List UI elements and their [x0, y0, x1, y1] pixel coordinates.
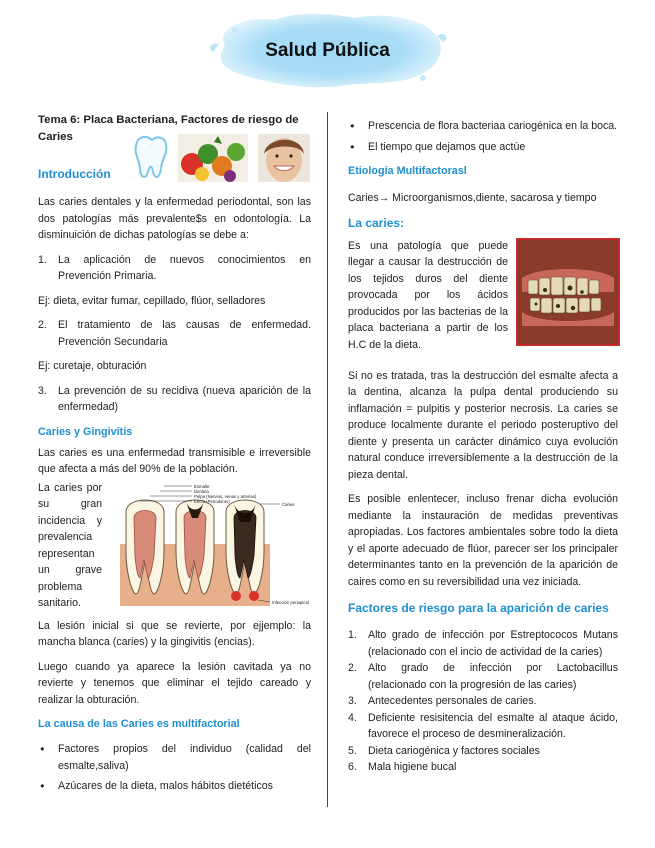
- intro-row: [38, 146, 311, 194]
- multifactorial-bullets-cont: [348, 118, 618, 155]
- list-item: 1. La aplicación de nuevos conocimientos en Prevención Primaria.: [38, 253, 311, 282]
- caries-diagram-block: [38, 480, 311, 612]
- diagram-label-caries: Caries: [282, 501, 295, 507]
- multifactorial-heading: La causa de las Caries es multifactorial: [38, 718, 240, 730]
- etiologia-paragraph: Caries→ Microorganismos,diente, sacarosa y tiempo: [348, 192, 597, 204]
- list-item: 2. El tratamiento de las causas de enfermedad. Prevención Secundaria: [38, 319, 311, 348]
- vegetables-image: [178, 134, 248, 182]
- page-title: Salud Pública: [265, 40, 390, 61]
- list-item: ● Prescencia de flora bacteriaa cariogénica en la boca.: [348, 118, 618, 135]
- list-item: 3. La prevención de su recidiva (nueva aparición de la enfermedad): [38, 384, 311, 413]
- example-2: Ej: curetaje, obturación: [38, 360, 147, 372]
- cg-paragraph-2: La caries por su gran incidencia y prevalencia representan un grave problema sanitario.: [38, 481, 102, 609]
- cg-paragraph-3: La lesión inicial si que se revierte, por ejjemplo: la mancha blanca (caries) y la gingivitis (encias).: [38, 619, 311, 648]
- cg-paragraph-1: Las caries es una enfermedad transmisible e irreversible que afecta a más del 90% de la población.: [38, 446, 311, 475]
- multifactorial-bullets: [38, 741, 311, 795]
- list-item: 1. Alto grado de infección por Estreptococos Mutans (relacionado con el incio de actividad de la caries): [348, 629, 618, 658]
- caries-photo-block: [348, 238, 618, 362]
- list-item: 2. Alto grado de infección por Lactobacillus (relacionado con la progresión de las caries): [348, 662, 618, 691]
- prevention-list-2: [38, 317, 311, 350]
- intro-heading: Introducción: [38, 167, 111, 181]
- list-item: ● Factores propios del individuo (calidad del esmalte,saliva): [38, 741, 311, 774]
- caries-gingivitis-heading: Caries y Gingivitis: [38, 425, 133, 438]
- risk-factors-heading: Factores de riesgo para la aparición de caries: [348, 601, 609, 615]
- cg-paragraph-4: Luego cuando ya aparece la lesión cavitada ya no revierte y tenemos que eliminar el tejido careado y realizar la obturación.: [38, 660, 311, 706]
- list-item: ● Azúcares de la dieta, malos hábitos dietéticos: [38, 778, 311, 795]
- diagram-label-esmalte: Esmalte: [194, 483, 210, 489]
- decayed-teeth-photo: [516, 238, 620, 346]
- list-item: 3. Antecedentes personales de caries.: [348, 695, 537, 707]
- list-item: 4. Deficiente resisitencia del esmalte al ataque ácido, favorece el proceso de desmineralización.: [348, 711, 618, 740]
- diagram-label-encia: Encía (Periodonto): [194, 498, 230, 504]
- page-header: [0, 0, 655, 100]
- smiling-woman-image: [258, 134, 310, 182]
- left-column: [38, 112, 311, 795]
- diagram-label-infeccion: Infección periapical: [272, 599, 309, 605]
- list-item: 6. Mala higiene bucal: [348, 761, 457, 773]
- caries-paragraph-3: Es posible enlentecer, incluso frenar dicha evolución mediante la instauración de medidas preventivas apropiadas. Los factores ambientales sobre todo la dieta y el aporte adecuado de flúor, parecer ser los principaler determinantes tanto en la prevención de la aparición de caires como en su reversibilidad una vez iniciada.: [348, 493, 618, 588]
- right-column: [348, 112, 618, 776]
- example-1: Ej: dieta, evitar fumar, cepillado, flúor, selladores: [38, 294, 266, 307]
- intro-paragraph: Las caries dentales y la enfermedad periodontal, son las dos patologías más prevalente$s en odontología. La disminuición de dichas patologías se debe a:: [38, 196, 311, 241]
- tooth-image: [130, 132, 170, 182]
- list-item: 5. Dieta cariogénica y factores sociales: [348, 744, 540, 757]
- list-item: ● El tiempo que dejamos que actúe: [348, 139, 618, 156]
- etiologia-heading: Etiología Multifactorasl: [348, 165, 467, 177]
- diagram-label-dentina: Dentina: [194, 488, 209, 494]
- tooth-decay-diagram: [120, 482, 312, 610]
- diagram-label-pulpa: Pulpa (Nervios, venas y arterias): [194, 493, 257, 499]
- caries-paragraph-1: Es una patología que puede llegar a causar la destrucción de los tejidos duros del diente provocada por los ácidos producidos por las bacterias de la placa bacteriana a partir de los H.C de la dieta.: [348, 239, 508, 351]
- prevention-list: [38, 252, 311, 285]
- risk-factors-list: [348, 627, 618, 776]
- caries-heading: La caries:: [348, 215, 405, 230]
- caries-paragraph-2: Si no es tratada, tras la destrucción del esmalte afecta a la dentina, alcanza la pulpa dental produciendo su inflamación = pulpitis y posterior necrosis. La caries se produce localmente durante el periodo posteruptivo del diente y presenta un carácter dinámico cuya evolución natural conduce irreversiblemente a la destrucción de la pieza dental.: [348, 369, 618, 481]
- prevention-list-3: [38, 383, 311, 416]
- topic-title: Tema 6: Placa Bacteriana, Factores de riesgo de Caries: [38, 114, 299, 143]
- column-divider: [327, 112, 328, 807]
